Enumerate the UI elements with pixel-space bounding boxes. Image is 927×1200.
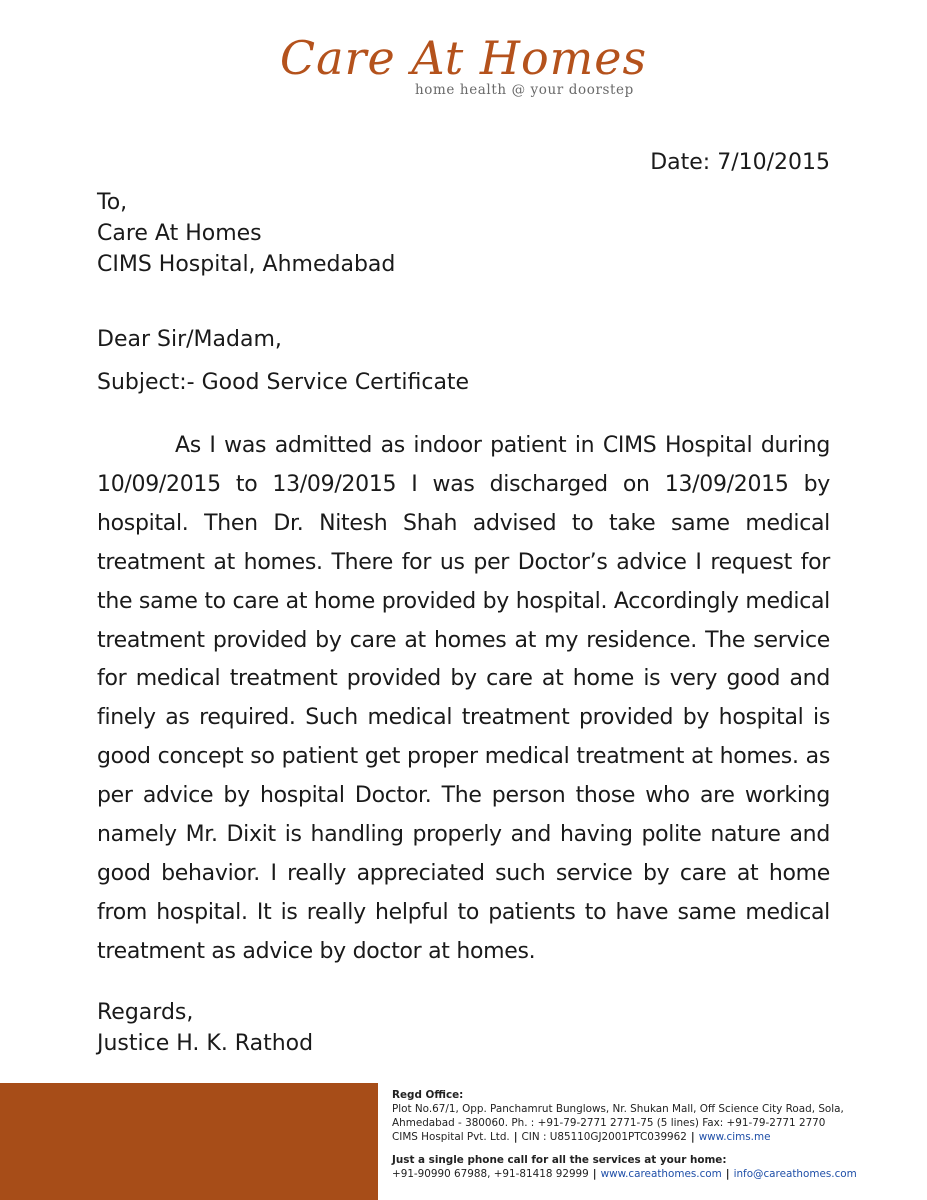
brand-tagline: home health @ your doorstep xyxy=(415,82,634,98)
separator: | xyxy=(592,1168,597,1180)
separator: | xyxy=(513,1131,518,1143)
separator: | xyxy=(690,1131,695,1143)
closing-regards: Regards, xyxy=(97,1000,194,1025)
company-line xyxy=(392,1130,917,1144)
cims-website-link[interactable]: www.cims.me xyxy=(698,1131,771,1143)
letterhead-logo xyxy=(0,30,927,98)
signatory-name: Justice H. K. Rathod xyxy=(97,1031,314,1056)
address-line-1: Plot No.67/1, Opp. Panchamrut Bunglows, Nr. Shukan Mall, Off Science City Road, Sola, xyxy=(392,1103,844,1115)
company-name: CIMS Hospital Pvt. Ltd. xyxy=(392,1131,510,1143)
closing-block xyxy=(97,997,313,1059)
recipient-to: To, xyxy=(97,190,128,215)
body-paragraph: As I was admitted as indoor patient in CIMS Hospital during 10/09/2015 to 13/09/2015 I was discharged on 13/09/2015 by hospital. Then Dr. Nitesh Shah advised to take same medical treatment at homes. There for us per Doctor’s advice I request for the same to care at home provided by hospital. Accordingly medical treatment provided by care at homes at my residence. The service for medical treatment provided by care at home is very good and finely as required. Such medical treatment provided by hospital is good concept so patient get proper medical treatment at homes. as per advice by hospital Doctor. The person those who are working namely Mr. Dixit is handling properly and having polite nature and good behavior. I really appreciated such service by care at home from hospital. It is really helpful to patients to have same medical treatment as advice by doctor at homes. xyxy=(97,433,830,964)
regd-office-label: Regd Office: xyxy=(392,1089,464,1101)
recipient-block xyxy=(97,187,395,280)
address-line-2: Ahmedabad - 380060. Ph. : +91-79-2771 2771-75 (5 lines) Fax: +91-79-2771 2770 xyxy=(392,1117,826,1129)
footer-color-band xyxy=(0,1083,378,1200)
footer-contact-info xyxy=(392,1088,917,1181)
recipient-address: CIMS Hospital, Ahmedabad xyxy=(97,252,396,277)
phone-numbers: +91-90990 67988, +91-81418 92999 xyxy=(392,1168,589,1180)
call-label: Just a single phone call for all the services at your home: xyxy=(392,1154,727,1166)
separator: | xyxy=(725,1168,730,1180)
contact-line xyxy=(392,1167,917,1181)
website-link[interactable]: www.careathomes.com xyxy=(600,1168,722,1180)
recipient-name: Care At Homes xyxy=(97,221,262,246)
salutation: Dear Sir/Madam, xyxy=(97,327,282,352)
cin-number: CIN : U85110GJ2001PTC039962 xyxy=(521,1131,687,1143)
letter-date: Date: 7/10/2015 xyxy=(650,150,830,175)
brand-name: Care At Homes xyxy=(279,31,648,85)
email-link[interactable]: info@careathomes.com xyxy=(733,1168,857,1180)
letter-body xyxy=(97,427,830,972)
subject-line: Subject:- Good Service Certificate xyxy=(97,370,470,395)
